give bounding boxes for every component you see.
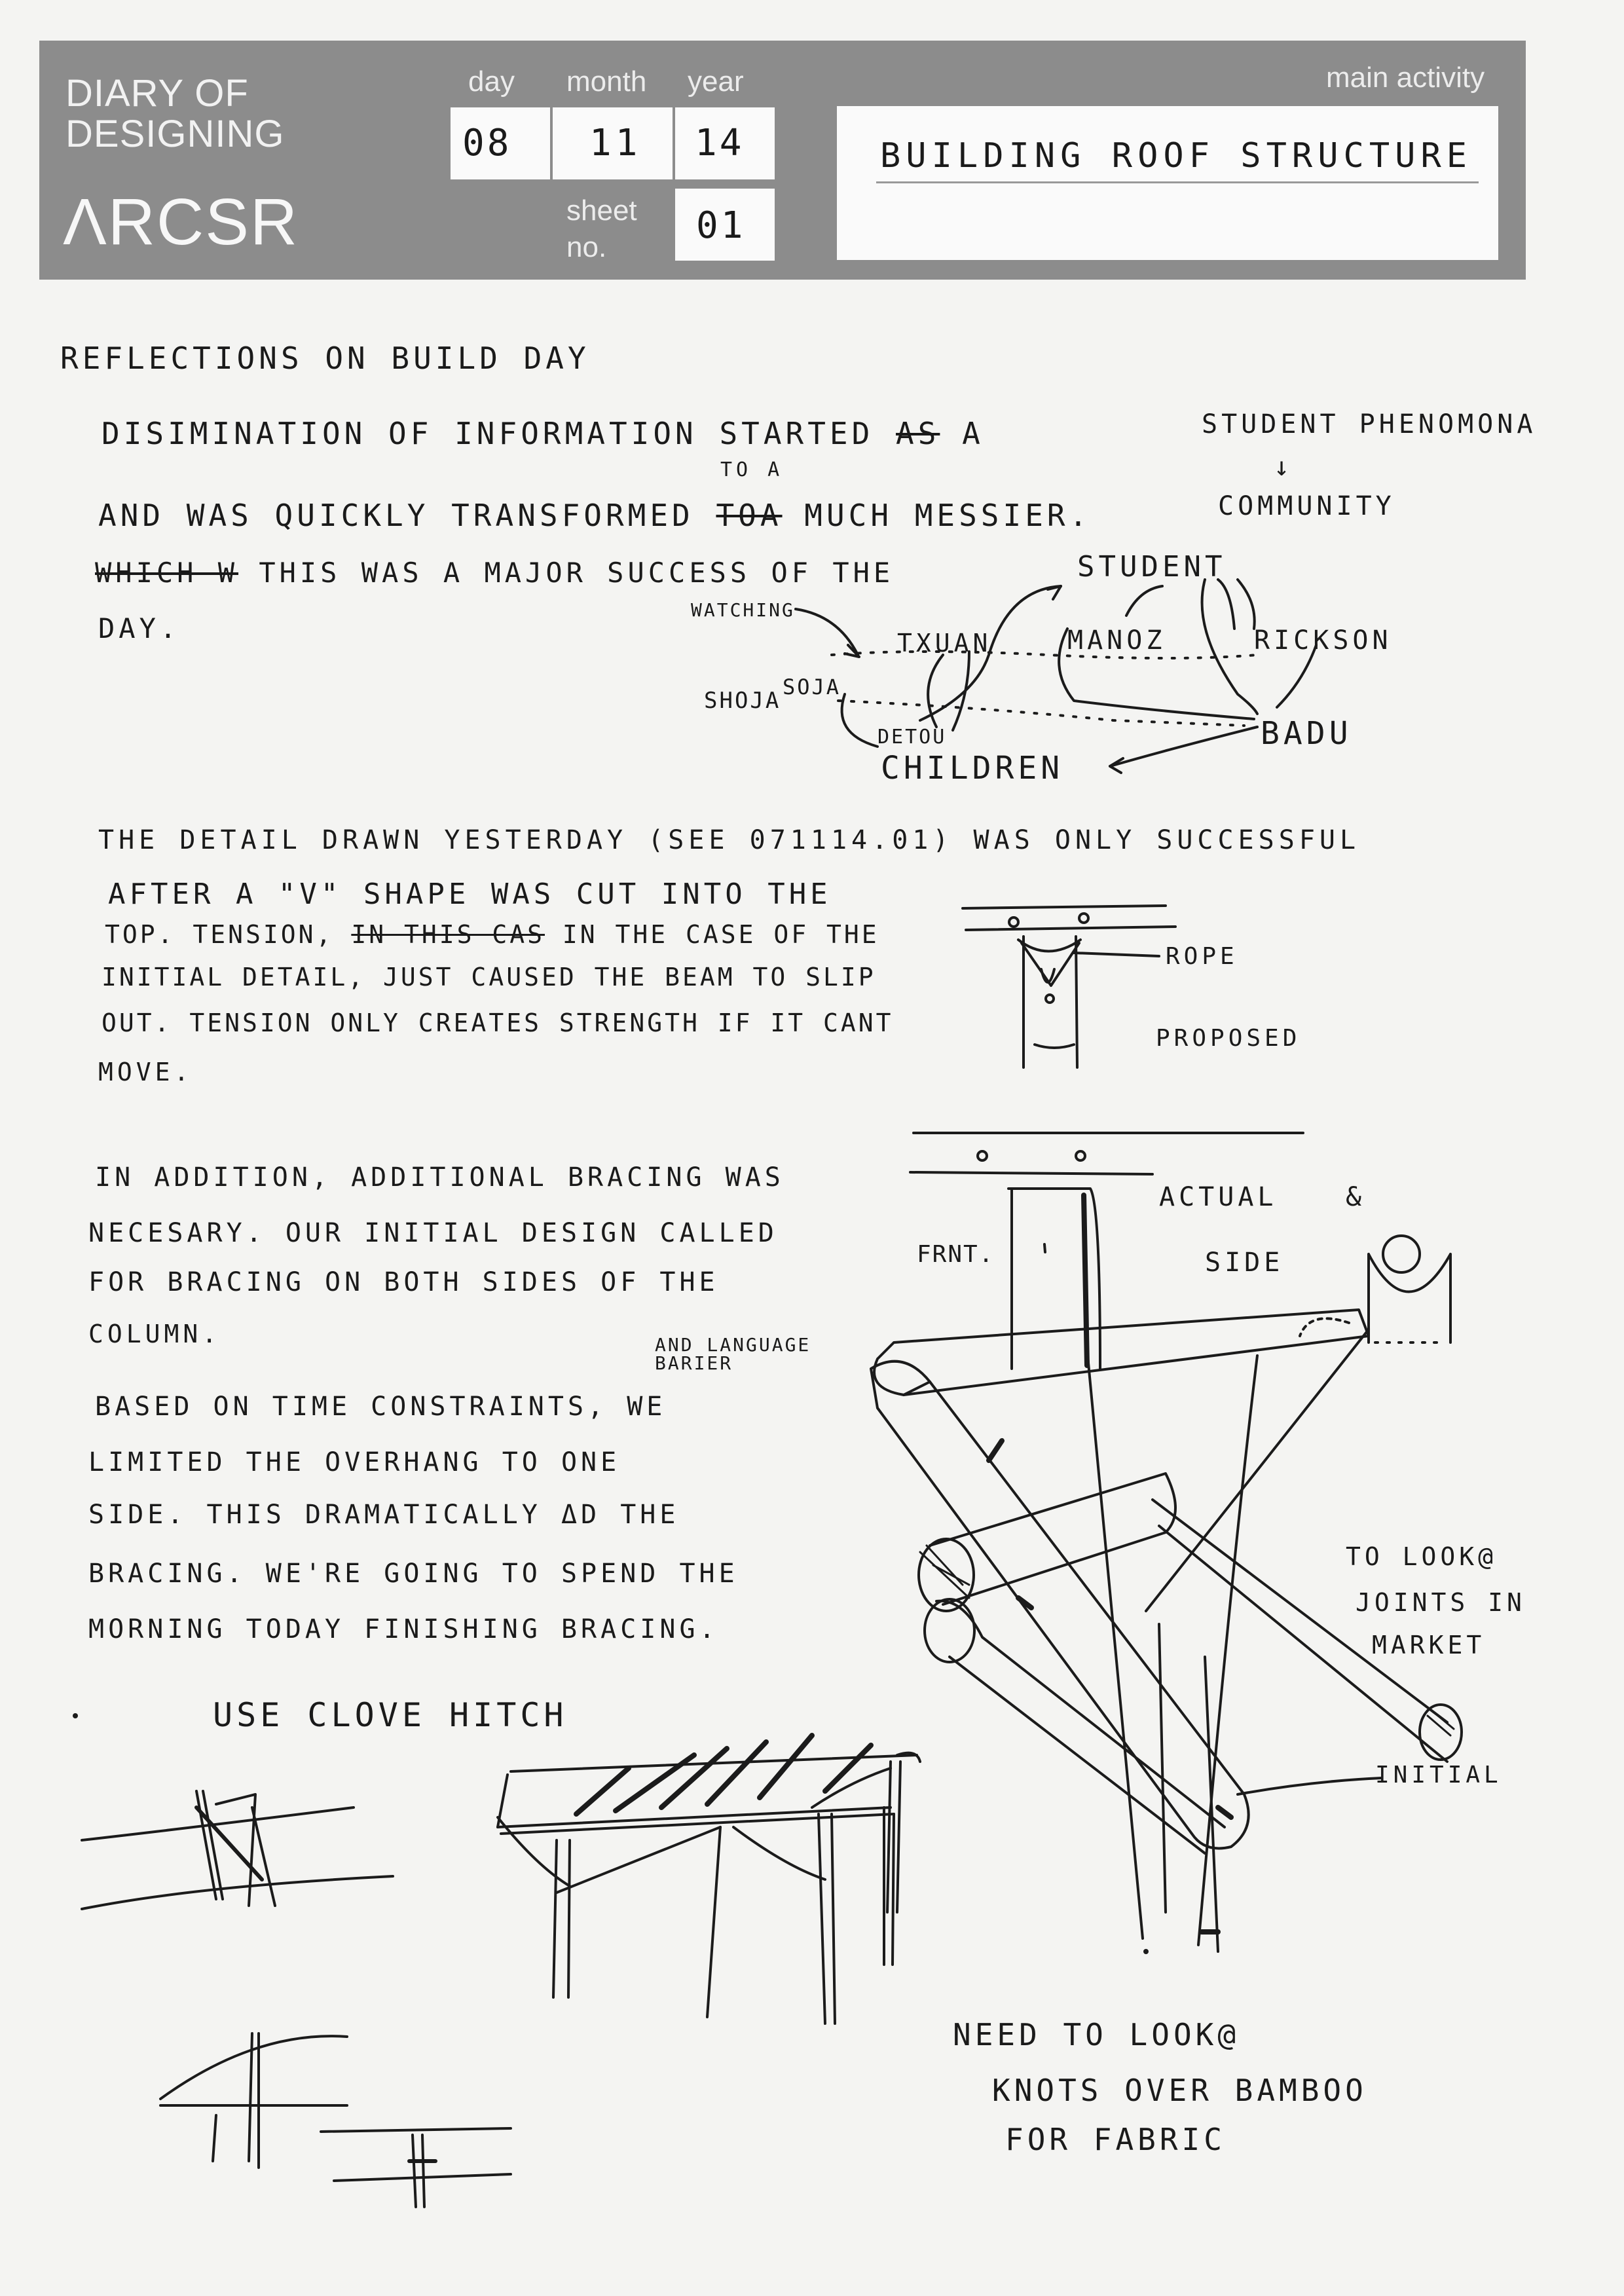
day-value: 08: [462, 122, 512, 164]
label-rickson: RICKSON: [1254, 625, 1392, 656]
month-value: 11: [589, 122, 642, 164]
rope-pointer: [1074, 953, 1159, 956]
student-to-manoz-arrow: [1126, 586, 1162, 616]
p4-line3: SIDE. THIS DRAMATICALLY ΔD THE: [88, 1500, 680, 1530]
knots-note-line3: FOR FABRIC: [1005, 2122, 1226, 2157]
month-label: month: [566, 65, 647, 98]
p4-line5: MORNING TODAY FINISHING BRACING.: [88, 1614, 719, 1644]
p2-line3-struck: IN THIS CAS: [351, 920, 545, 949]
p1-line1-struck: AS: [896, 416, 940, 451]
label-detou: DETOU: [877, 726, 947, 749]
label-frnt: FRNT.: [917, 1241, 995, 1268]
label-manoz: MANOZ: [1067, 625, 1166, 656]
joints-note-line3: MARKET: [1372, 1631, 1486, 1659]
p1-line1-end: A: [962, 416, 984, 451]
label-rope: ROPE: [1166, 943, 1238, 970]
main-activity-value: BUILDING ROOF STRUCTURE: [880, 136, 1473, 176]
label-ampersand: &: [1346, 1182, 1366, 1212]
initial-label: INITIAL: [1375, 1762, 1502, 1788]
p1-line4: DAY.: [98, 612, 181, 644]
sheet-no-value: 01: [696, 204, 746, 247]
label-student: STUDENT: [1077, 550, 1227, 583]
badu-to-children-arrow: [1110, 727, 1257, 766]
label-children: CHILDREN: [881, 750, 1064, 787]
p2-line6: MOVE.: [98, 1058, 193, 1086]
knots-note-line1: NEED TO LOOK@: [953, 2017, 1240, 2052]
p1-insert: TO A: [720, 458, 784, 481]
p2-line3-end: IN THE CASE OF THE: [562, 920, 879, 949]
clove-hitch-note: USE CLOVE HITCH: [213, 1696, 568, 1734]
actual-joint-sketch: [910, 1133, 1303, 1369]
table-frame-sketch: [498, 1735, 920, 2024]
joints-note-line1: TO LOOK@: [1346, 1542, 1498, 1571]
year-value: 14: [695, 122, 745, 164]
joints-note-line2: JOINTS IN: [1356, 1588, 1526, 1617]
community-diagram: [796, 580, 1316, 773]
dotted-connection: [832, 652, 1257, 658]
label-actual: ACTUAL: [1159, 1182, 1278, 1212]
notes-title: REFLECTIONS ON BUILD DAY: [60, 341, 590, 376]
p4-line4: BRACING. WE'RE GOING TO SPEND THE: [88, 1559, 739, 1589]
brand-line-1: DIARY OF: [65, 72, 249, 115]
p3-line3: FOR BRACING ON BOTH SIDES OF THE: [88, 1267, 719, 1297]
label-watching: WATCHING: [691, 599, 795, 621]
p3-line1: IN ADDITION, ADDITIONAL BRACING WAS: [95, 1162, 784, 1193]
p4-insert: AND LANGUAGE BARIER: [655, 1334, 811, 1374]
p2-line1: THE DETAIL DRAWN YESTERDAY (SEE 071114.01) WAS ONLY SUCCESSFUL: [98, 825, 1361, 855]
beam-bracing-sketch: [871, 1236, 1462, 1952]
p2-line2: AFTER A "V" SHAPE WAS CUT INTO THE: [108, 878, 832, 911]
student-to-rickson-arrow: [1218, 580, 1234, 629]
shoja-to-children-arrow: [842, 694, 877, 747]
p1-line1-text: DISIMINATION OF INFORMATION STARTED: [101, 416, 874, 451]
p1-line2-struck: TOA: [716, 498, 783, 533]
arrow-down-glyph: ↓: [1274, 452, 1294, 482]
p2-line3-text: TOP. TENSION,: [105, 920, 334, 949]
label-side: SIDE: [1205, 1248, 1284, 1278]
arcsr-logo: ΛRCSR: [63, 185, 299, 259]
proposed-joint-sketch: [963, 906, 1175, 1067]
sheet-no-label: sheet no.: [566, 194, 637, 263]
p4-line2: LIMITED THE OVERHANG TO ONE: [88, 1447, 621, 1477]
p1-line3-text: THIS WAS A MAJOR SUCCESS OF THE: [259, 557, 895, 589]
label-txuan: TXUAN: [897, 629, 992, 657]
p3-line2: NECESARY. OUR INITIAL DESIGN CALLED: [88, 1218, 778, 1248]
p3-line4: COLUMN.: [88, 1320, 221, 1348]
rickson-to-badu-arrow: [1277, 645, 1316, 707]
year-label: year: [688, 65, 744, 98]
p4-line1: BASED ON TIME CONSTRAINTS, WE: [95, 1392, 667, 1422]
label-proposed: PROPOSED: [1156, 1025, 1301, 1052]
label-community: COMMUNITY: [1218, 491, 1395, 521]
label-student-phenomona: STUDENT PHENOMONA: [1202, 409, 1537, 439]
margin-dots: [74, 1714, 1147, 1953]
label-shoja: SHOJA: [704, 688, 781, 714]
p2-line4: INITIAL DETAIL, JUST CAUSED THE BEAM TO SLIP: [101, 963, 876, 991]
main-activity-label: main activity: [1326, 62, 1485, 94]
brand-line-2: DESIGNING: [65, 113, 285, 155]
label-badu: BADU: [1261, 715, 1352, 752]
day-label: day: [468, 65, 515, 98]
p1-line2-end: MUCH MESSIER.: [804, 498, 1092, 533]
p1-line2-text: AND WAS QUICKLY TRANSFORMED: [98, 498, 694, 533]
label-soja: SOJA: [783, 675, 841, 699]
knots-note-line2: KNOTS OVER BAMBOO: [992, 2073, 1367, 2108]
p1-line3-struck: WHICH W: [95, 557, 239, 589]
p2-line5: OUT. TENSION ONLY CREATES STRENGTH IF IT CANT: [101, 1009, 894, 1037]
watching-arrow: [796, 609, 858, 655]
clove-hitch-sketch: [82, 1791, 511, 2207]
